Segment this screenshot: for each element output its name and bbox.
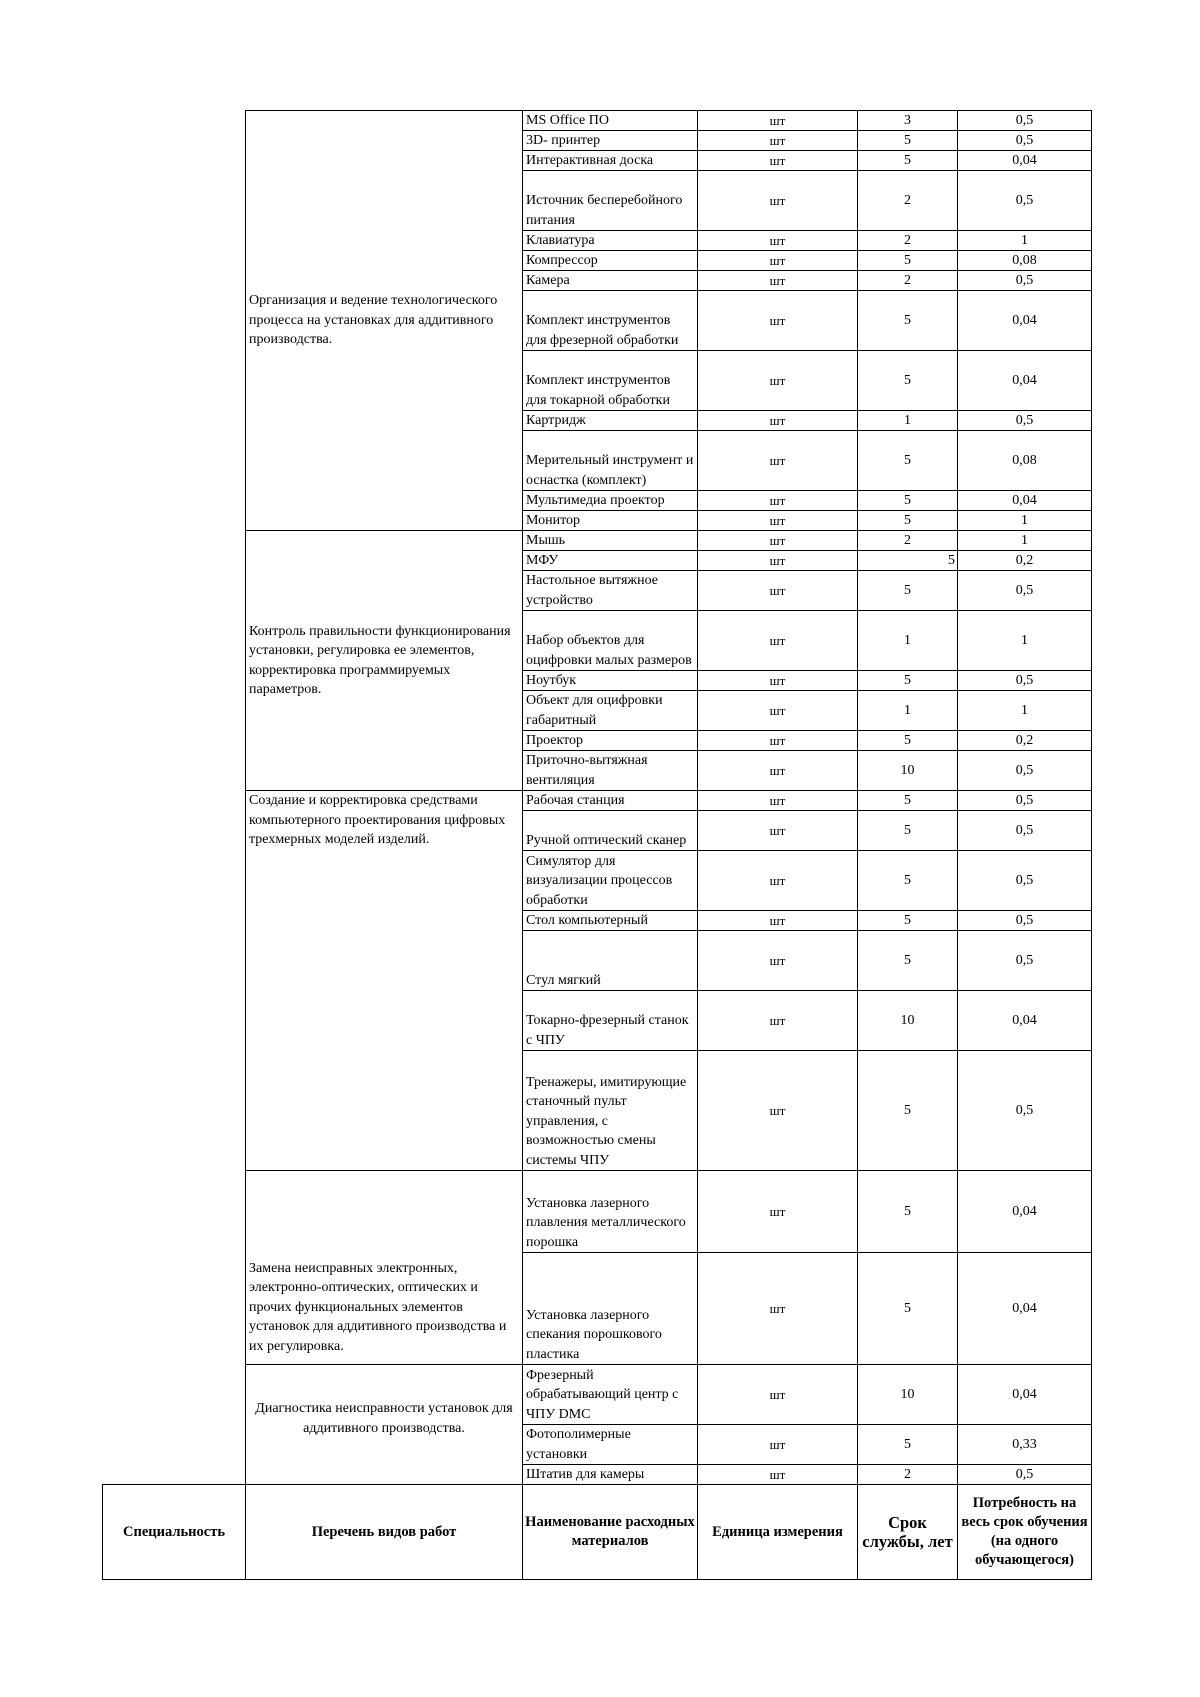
service-life-cell: 1 xyxy=(857,410,957,430)
material-name: Монитор xyxy=(522,510,697,530)
service-life-cell: 3 xyxy=(857,110,957,130)
need-cell: 1 xyxy=(957,690,1092,730)
material-name: Фрезерный обрабатывающий центр с ЧПУ DMC xyxy=(522,1364,697,1424)
service-life-cell: 5 xyxy=(857,290,957,350)
unit-cell: шт xyxy=(697,1424,857,1464)
service-life-cell: 10 xyxy=(857,990,957,1050)
work-cell: Организация и ведение технологического процесса на установках для аддитивного производства. xyxy=(245,110,522,530)
header-materials: Наименование расходных материалов xyxy=(522,1484,697,1580)
unit-cell: шт xyxy=(697,410,857,430)
service-life-cell: 2 xyxy=(857,170,957,230)
service-life-cell: 5 xyxy=(857,790,957,810)
unit-cell: шт xyxy=(697,130,857,150)
item-rows xyxy=(102,110,1092,1580)
material-name: Объект для оцифровки габаритный xyxy=(522,690,697,730)
service-life-cell: 5 xyxy=(857,250,957,270)
service-life-cell: 10 xyxy=(857,750,957,790)
need-cell: 0,04 xyxy=(957,490,1092,510)
unit-cell: шт xyxy=(697,570,857,610)
need-cell: 0,04 xyxy=(957,150,1092,170)
material-name: Фотополимерные установки xyxy=(522,1424,697,1464)
need-cell: 0,33 xyxy=(957,1424,1092,1464)
unit-cell: шт xyxy=(697,1170,857,1252)
work-cell: Замена неисправных электронных, электронно-оптических, оптических и прочих функциональных элементов установок для аддитивного производства и их регулировка. xyxy=(245,1170,522,1364)
service-life-cell: 5 xyxy=(857,350,957,410)
unit-cell: шт xyxy=(697,250,857,270)
service-life-cell: 2 xyxy=(857,530,957,550)
unit-cell: шт xyxy=(697,610,857,670)
service-life-cell: 5 xyxy=(857,1050,957,1170)
material-name: Установка лазерного спекания порошкового пластика xyxy=(522,1252,697,1364)
service-life-cell: 5 xyxy=(857,150,957,170)
unit-cell: шт xyxy=(697,530,857,550)
unit-cell: шт xyxy=(697,790,857,810)
need-cell: 0,5 xyxy=(957,130,1092,150)
material-name: Интерактивная доска xyxy=(522,150,697,170)
work-cell: Контроль правильности функционирования установки, регулировка ее элементов, корректировка программируемых параметров. xyxy=(245,530,522,790)
header-unit: Единица измерения xyxy=(697,1484,857,1580)
service-life-cell: 2 xyxy=(857,1464,957,1484)
material-name: Приточно-вытяжная вентиляция xyxy=(522,750,697,790)
material-name: Настольное вытяжное устройство xyxy=(522,570,697,610)
need-cell: 1 xyxy=(957,510,1092,530)
header-specialty: Специальность xyxy=(102,1484,245,1580)
unit-cell: шт xyxy=(697,750,857,790)
need-cell: 0,5 xyxy=(957,930,1092,990)
need-cell: 0,5 xyxy=(957,1464,1092,1484)
material-name: Стул мягкий xyxy=(522,930,697,990)
service-life-cell: 5 xyxy=(857,550,957,570)
header-works: Перечень видов работ xyxy=(245,1484,522,1580)
need-cell: 0,5 xyxy=(957,410,1092,430)
need-cell: 0,04 xyxy=(957,1170,1092,1252)
need-cell: 0,5 xyxy=(957,850,1092,910)
unit-cell: шт xyxy=(697,910,857,930)
unit-cell: шт xyxy=(697,170,857,230)
service-life-cell: 5 xyxy=(857,810,957,850)
material-name: МФУ xyxy=(522,550,697,570)
service-life-cell: 5 xyxy=(857,670,957,690)
need-cell: 0,5 xyxy=(957,910,1092,930)
unit-cell: шт xyxy=(697,1050,857,1170)
service-life-cell: 5 xyxy=(857,930,957,990)
material-name: MS Office ПО xyxy=(522,110,697,130)
need-cell: 0,08 xyxy=(957,430,1092,490)
service-life-cell: 5 xyxy=(857,490,957,510)
need-cell: 0,2 xyxy=(957,550,1092,570)
service-life-cell: 10 xyxy=(857,1364,957,1424)
service-life-cell: 5 xyxy=(857,730,957,750)
need-cell: 0,5 xyxy=(957,750,1092,790)
material-name: Проектор xyxy=(522,730,697,750)
material-name: Источник бесперебойного питания xyxy=(522,170,697,230)
service-life-cell: 1 xyxy=(857,610,957,670)
material-name: Мультимедиа проектор xyxy=(522,490,697,510)
need-cell: 1 xyxy=(957,610,1092,670)
unit-cell: шт xyxy=(697,850,857,910)
need-cell: 0,5 xyxy=(957,110,1092,130)
service-life-cell: 5 xyxy=(857,850,957,910)
material-name: Комплект инструментов для токарной обработки xyxy=(522,350,697,410)
need-cell: 0,08 xyxy=(957,250,1092,270)
unit-cell: шт xyxy=(697,990,857,1050)
unit-cell: шт xyxy=(697,930,857,990)
unit-cell: шт xyxy=(697,350,857,410)
work-cell: Создание и корректировка средствами компьютерного проектирования цифровых трехмерных моделей изделий. xyxy=(245,790,522,1170)
unit-cell: шт xyxy=(697,730,857,750)
service-life-cell: 5 xyxy=(857,430,957,490)
material-name: Компрессор xyxy=(522,250,697,270)
need-cell: 0,5 xyxy=(957,270,1092,290)
need-cell: 0,5 xyxy=(957,810,1092,850)
unit-cell: шт xyxy=(697,1464,857,1484)
unit-cell: шт xyxy=(697,430,857,490)
unit-cell: шт xyxy=(697,290,857,350)
unit-cell: шт xyxy=(697,550,857,570)
need-cell: 0,5 xyxy=(957,170,1092,230)
work-cell: Диагностика неисправности установок для аддитивного производства. xyxy=(245,1364,522,1484)
need-cell: 0,5 xyxy=(957,790,1092,810)
material-name: 3D- принтер xyxy=(522,130,697,150)
service-life-cell: 5 xyxy=(857,510,957,530)
need-cell: 1 xyxy=(957,530,1092,550)
unit-cell: шт xyxy=(697,670,857,690)
unit-cell: шт xyxy=(697,810,857,850)
need-cell: 1 xyxy=(957,230,1092,250)
unit-cell: шт xyxy=(697,510,857,530)
unit-cell: шт xyxy=(697,490,857,510)
material-name: Симулятор для визуализации процессов обработки xyxy=(522,850,697,910)
need-cell: 0,5 xyxy=(957,570,1092,610)
need-cell: 0,04 xyxy=(957,1252,1092,1364)
header-need: Потребность на весь срок обучения (на одного обучающегося) xyxy=(957,1484,1092,1580)
service-life-cell: 5 xyxy=(857,1252,957,1364)
unit-cell: шт xyxy=(697,690,857,730)
service-life-cell: 5 xyxy=(857,570,957,610)
material-name: Клавиатура xyxy=(522,230,697,250)
service-life-cell: 5 xyxy=(857,130,957,150)
material-name: Мерительный инструмент и оснастка (комплект) xyxy=(522,430,697,490)
material-name: Рабочая станция xyxy=(522,790,697,810)
service-life-cell: 2 xyxy=(857,270,957,290)
service-life-cell: 1 xyxy=(857,690,957,730)
need-cell: 0,2 xyxy=(957,730,1092,750)
unit-cell: шт xyxy=(697,150,857,170)
material-name: Тренажеры, имитирующие станочный пульт управления, с возможностью смены системы ЧПУ xyxy=(522,1050,697,1170)
material-name: Набор объектов для оцифровки малых размеров xyxy=(522,610,697,670)
unit-cell: шт xyxy=(697,1252,857,1364)
need-cell: 0,04 xyxy=(957,350,1092,410)
unit-cell: шт xyxy=(697,270,857,290)
material-name: Штатив для камеры xyxy=(522,1464,697,1484)
need-cell: 0,04 xyxy=(957,990,1092,1050)
unit-cell: шт xyxy=(697,230,857,250)
header-service-life: Срок службы, лет xyxy=(857,1484,957,1580)
material-name: Камера xyxy=(522,270,697,290)
service-life-cell: 5 xyxy=(857,1424,957,1464)
need-cell: 0,04 xyxy=(957,1364,1092,1424)
material-name: Комплект инструментов для фрезерной обработки xyxy=(522,290,697,350)
unit-cell: шт xyxy=(697,110,857,130)
material-name: Токарно-фрезерный станок с ЧПУ xyxy=(522,990,697,1050)
unit-cell: шт xyxy=(697,1364,857,1424)
material-name: Стол компьютерный xyxy=(522,910,697,930)
service-life-cell: 5 xyxy=(857,910,957,930)
material-name: Мышь xyxy=(522,530,697,550)
need-cell: 0,5 xyxy=(957,1050,1092,1170)
material-name: Ноутбук xyxy=(522,670,697,690)
service-life-cell: 5 xyxy=(857,1170,957,1252)
service-life-cell: 2 xyxy=(857,230,957,250)
material-name: Установка лазерного плавления металлического порошка xyxy=(522,1170,697,1252)
material-name: Ручной оптический сканер xyxy=(522,810,697,850)
material-name: Картридж xyxy=(522,410,697,430)
need-cell: 0,5 xyxy=(957,670,1092,690)
need-cell: 0,04 xyxy=(957,290,1092,350)
